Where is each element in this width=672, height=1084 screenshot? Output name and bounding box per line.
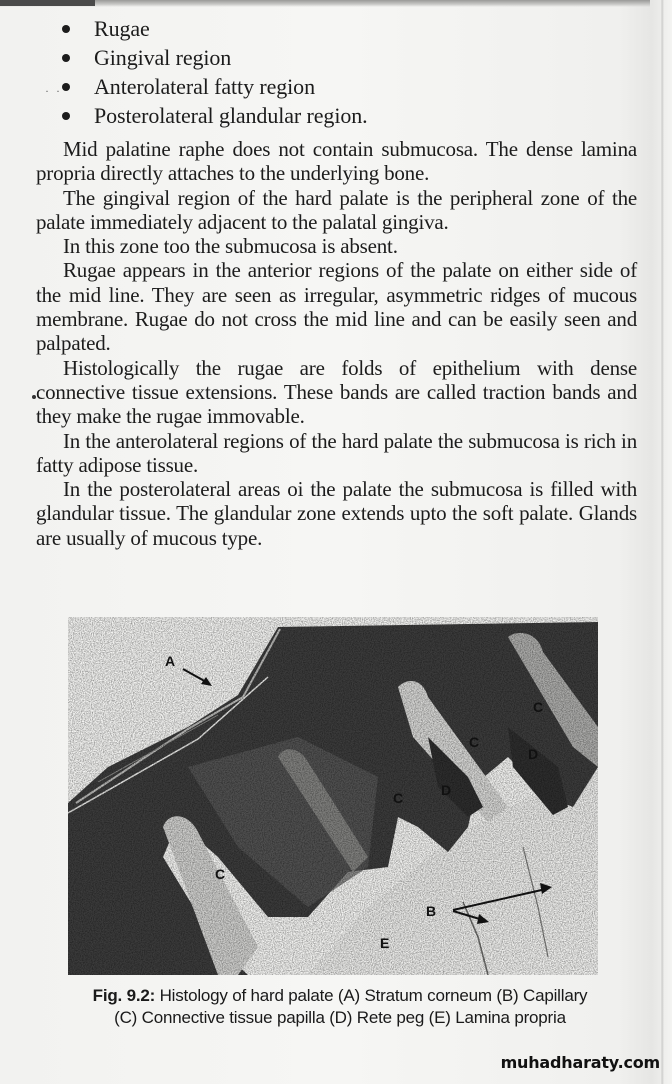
bullet-icon [62,112,70,120]
caption-line-1 [40,985,640,1007]
header-bar [0,0,95,6]
list-item-text: Posterolateral glandular region. [94,103,368,128]
caption-line-2: (C) Connective tissue papilla (D) Rete peg (E) Lamina propria [114,1008,566,1027]
label-c2: C [469,734,480,750]
histology-figure [68,617,598,975]
figure-number: Fig. 9.2: [92,986,156,1005]
paragraph: Mid palatine raphe does not contain submucosa. The dense lamina propria directly attaches to the underlying bone. [36,137,637,186]
label-d1: D [528,746,539,762]
bullet-icon [62,54,70,62]
scan-artifact-dots: · · [45,84,62,98]
paragraph: In this zone too the submucosa is absent. [63,234,398,259]
list-item-text: Rugae [94,16,150,41]
paragraph: In the anterolateral regions of the hard palate the submucosa is rich in fatty adipose tissue. [36,428,637,477]
caption-text-1: Histology of hard palate (A) Stratum corneum (B) Capillary [155,986,588,1005]
paragraph: Rugae appears in the anterior regions of the palate on either side of the mid line. They are seen as irregular, asymmetric ridges of mucous membrane. Rugae do not cross the mid line and can be easily seen and palpated. [36,258,637,356]
list-item [62,101,368,130]
paragraph: In the posterolateral areas oi the palate the submucosa is filled with glandular tissue. The glandular zone extends upto the soft palate. Glands are usually of mucous type. [36,477,637,550]
list-item [62,72,368,101]
figure-caption [40,985,640,1029]
label-d2: D [441,782,452,798]
paragraph: The gingival region of the hard palate is the peripheral zone of the palate immediately adjacent to the palatal gingiva. [36,185,637,234]
body-text [36,137,637,550]
paragraph: Histologically the rugae are folds of epithelium with dense connective tissue extensions. These bands are called traction bands and they make the rugae immovable. [36,355,637,429]
palate-regions-list [62,14,368,130]
list-item [62,43,368,72]
running-header-strip [0,0,650,7]
list-item-text: Gingival region [94,45,232,70]
label-a: A [165,653,176,669]
histology-micrograph [68,617,598,975]
label-b: B [426,903,437,919]
label-e: E [380,935,390,951]
page-fold-shadow [661,0,664,1084]
label-c3: C [393,790,404,806]
list-item [62,14,368,43]
label-c1: C [533,699,544,715]
site-watermark: muhadharaty.com [500,1053,660,1072]
bullet-icon [62,83,70,91]
label-c4: C [215,866,226,882]
list-item-text: Anterolateral fatty region [94,74,315,99]
bullet-icon [62,25,70,33]
